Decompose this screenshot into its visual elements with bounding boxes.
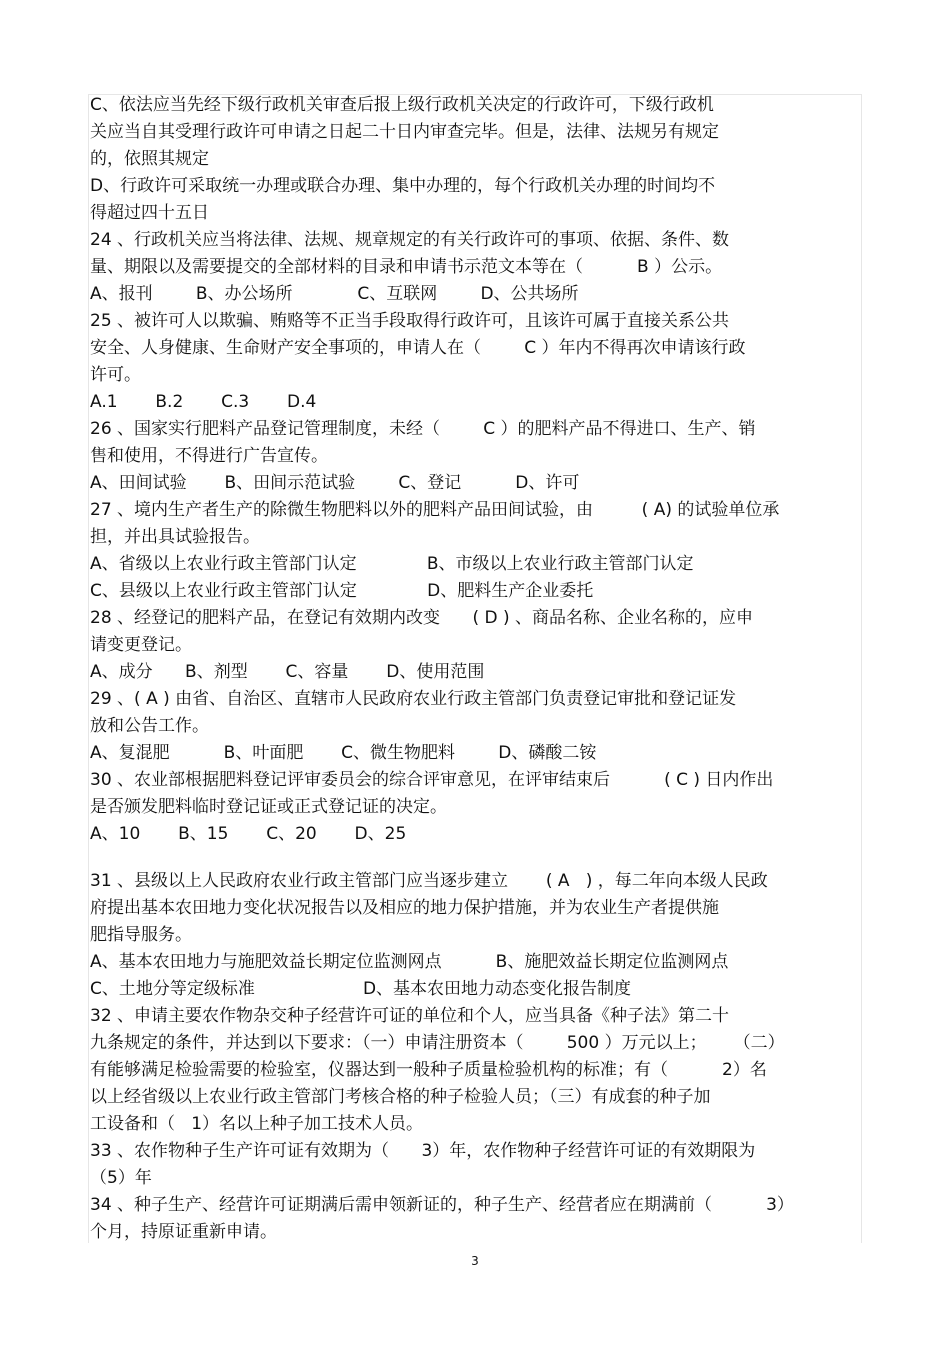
text-line: A、省级以上农业行政主管部门认定 B、市级以上农业行政主管部门认定 [90,554,694,574]
text-line: A.1 B.2 C.3 D.4 [90,392,317,412]
text-line: 量、期限以及需要提交的全部材料的目录和申请书示范文本等在（ B ）公示。 [90,257,723,277]
text-line: 29 、( A ) 由省、自治区、直辖市人民政府农业行政主管部门负责登记审批和登记证发 [90,689,737,709]
text-line: 31 、县级以上人民政府农业行政主管部门应当逐步建立 ( A ) ，每二年向本级人民政 [90,871,768,891]
text-line: （5）年 [90,1168,152,1188]
text-line: 32 、申请主要农作物杂交种子经营许可证的单位和个人，应当具备《种子法》第二十 [90,1006,730,1026]
page-number: 3 [471,1254,479,1268]
text-line: A、复混肥 B、叶面肥 C、微生物肥料 D、磷酸二铵 [90,743,597,763]
text-line: 担，并出具试验报告。 [90,527,260,547]
text-line: A、基本农田地力与施肥效益长期定位监测网点 B、施肥效益长期定位监测网点 [90,952,729,972]
text-line: 安全、人身健康、生命财产安全事项的，申请人在（ C ）年内不得再次申请该行政 [90,338,746,358]
text-line: 放和公告工作。 [90,716,209,736]
text-line: 工设备和（ 1）名以上种子加工技术人员。 [90,1114,424,1134]
text-line: 关应当自其受理行政许可申请之日起二十日内审查完毕。但是，法律、法规另有规定 [90,122,719,142]
text-line: A、10 B、15 C、20 D、25 [90,824,407,844]
text-line: 以上经省级以上农业行政主管部门考核合格的种子检验人员；（三）有成套的种子加 [90,1087,711,1107]
document-body [90,92,860,1246]
text-line: 33 、农作物种子生产许可证有效期为（ 3）年，农作物种子经营许可证的有效期限为 [90,1141,756,1161]
text-line: A、成分 B、剂型 C、容量 D、使用范围 [90,662,485,682]
text-line: C、依法应当先经下级行政机关审查后报上级行政机关决定的行政许可，下级行政机 [90,95,714,115]
text-line: 得超过四十五日 [90,203,209,223]
text-line: 有能够满足检验需要的检验室，仪器达到一般种子质量检验机构的标准；有（ 2）名 [90,1060,767,1080]
text-line: A、报刊 B、办公场所 C、互联网 D、公共场所 [90,284,579,304]
text-line: 26 、国家实行肥料产品登记管理制度，未经（ C ）的肥料产品不得进口、生产、销 [90,419,756,439]
text-line: 28 、经登记的肥料产品，在登记有效期内改变 ( D ) 、商品名称、企业名称的，应申 [90,608,754,628]
text-line: C、县级以上农业行政主管部门认定 D、肥料生产企业委托 [90,581,594,601]
text-line [90,848,860,868]
text-line: 34 、种子生产、经营许可证期满后需申领新证的，种子生产、经营者应在期满前（ 3） [90,1195,794,1215]
text-line: C、土地分等定级标准 D、基本农田地力动态变化报告制度 [90,979,632,999]
text-line: 25 、被许可人以欺骗、贿赂等不正当手段取得行政许可，且该许可属于直接关系公共 [90,311,730,331]
text-line: 肥指导服务。 [90,925,192,945]
text-line: 是否颁发肥料临时登记证或正式登记证的决定。 [90,797,447,817]
text-line: 九条规定的条件，并达到以下要求：（一）申请注册资本（ 500 ）万元以上； （二） [90,1033,785,1053]
text-line: D、行政许可采取统一办理或联合办理、集中办理的，每个行政机关办理的时间均不 [90,176,716,196]
text-line: 的，依照其规定 [90,149,209,169]
text-line: 个月，持原证重新申请。 [90,1222,277,1242]
text-line: 27 、境内生产者生产的除微生物肥料以外的肥料产品田间试验，由 ( A) 的试验单位承 [90,500,780,520]
text-line: 售和使用，不得进行广告宣传。 [90,446,328,466]
text-line: 请变更登记。 [90,635,192,655]
text-line: 30 、农业部根据肥料登记评审委员会的综合评审意见，在评审结束后 ( C ) 日内作出 [90,770,774,790]
text-line: 府提出基本农田地力变化状况报告以及相应的地力保护措施，并为农业生产者提供施 [90,898,719,918]
text-line: 许可。 [90,365,141,385]
text-line: A、田间试验 B、田间示范试验 C、登记 D、许可 [90,473,580,493]
text-line: 24 、行政机关应当将法律、法规、规章规定的有关行政许可的事项、依据、条件、数 [90,230,730,250]
